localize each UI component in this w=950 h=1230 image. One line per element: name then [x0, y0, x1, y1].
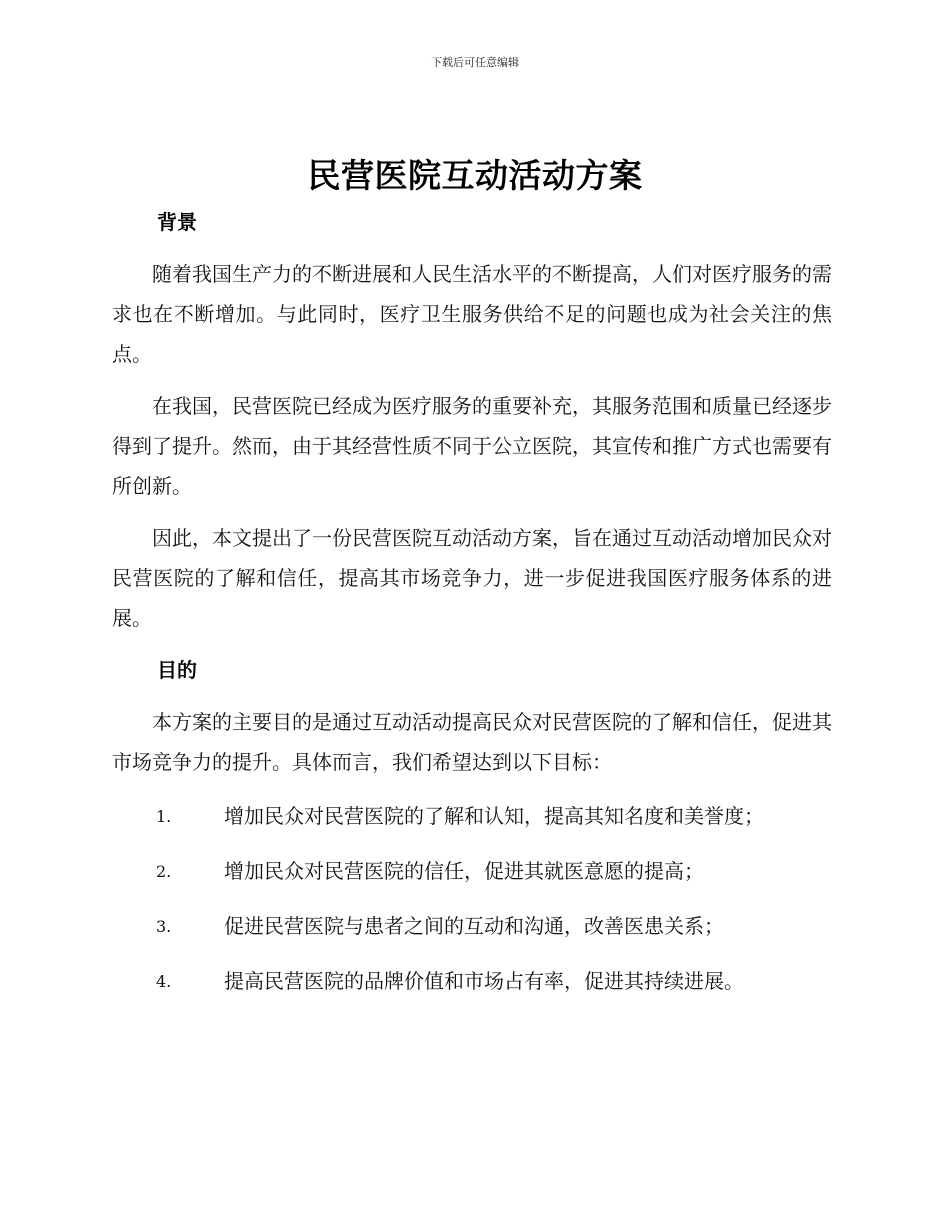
section-heading-background: 背景	[157, 210, 197, 234]
list-number: 4.	[156, 972, 172, 991]
list-number: 3.	[156, 917, 172, 936]
list-text: 增加民众对民营医院的了解和认知，提高其知名度和美誉度；	[224, 804, 764, 828]
paragraph: 随着我国生产力的不断进展和人民生活水平的不断提高，人们对医疗服务的需求也在不断增加。与此同时，医疗卫生服务供给不足的问题也成为社会关注的焦点。	[112, 262, 832, 366]
list-item	[112, 851, 832, 906]
list-text: 提高民营医院的品牌价值和市场占有率，促进其持续进展。	[224, 969, 744, 993]
header-note: 下载后可任意编辑	[431, 56, 519, 69]
list-item	[112, 906, 832, 961]
document-body	[112, 202, 832, 1016]
list-number: 1.	[156, 807, 172, 826]
paragraph: 本方案的主要目的是通过互动活动提高民众对民营医院的了解和信任，促进其市场竞争力的提升。具体而言，我们希望达到以下目标：	[112, 710, 832, 774]
list-text: 增加民众对民营医院的信任，促进其就医意愿的提高；	[224, 859, 704, 883]
paragraph: 在我国，民营医院已经成为医疗服务的重要补充，其服务范围和质量已经逐步得到了提升。然而，由于其经营性质不同于公立医院，其宣传和推广方式也需要有所创新。	[112, 394, 832, 498]
section-heading-purpose: 目的	[157, 658, 197, 682]
list-number: 2.	[156, 862, 172, 881]
goals-list	[112, 796, 832, 1016]
list-text: 促进民营医院与患者之间的互动和沟通，改善医患关系；	[224, 914, 724, 938]
paragraph: 因此，本文提出了一份民营医院互动活动方案，旨在通过互动活动增加民众对民营医院的了解和信任，提高其市场竞争力，进一步促进我国医疗服务体系的进展。	[112, 526, 832, 630]
document-title: 民营医院互动活动方案	[307, 156, 643, 195]
list-item	[112, 961, 832, 1016]
list-item	[112, 796, 832, 851]
